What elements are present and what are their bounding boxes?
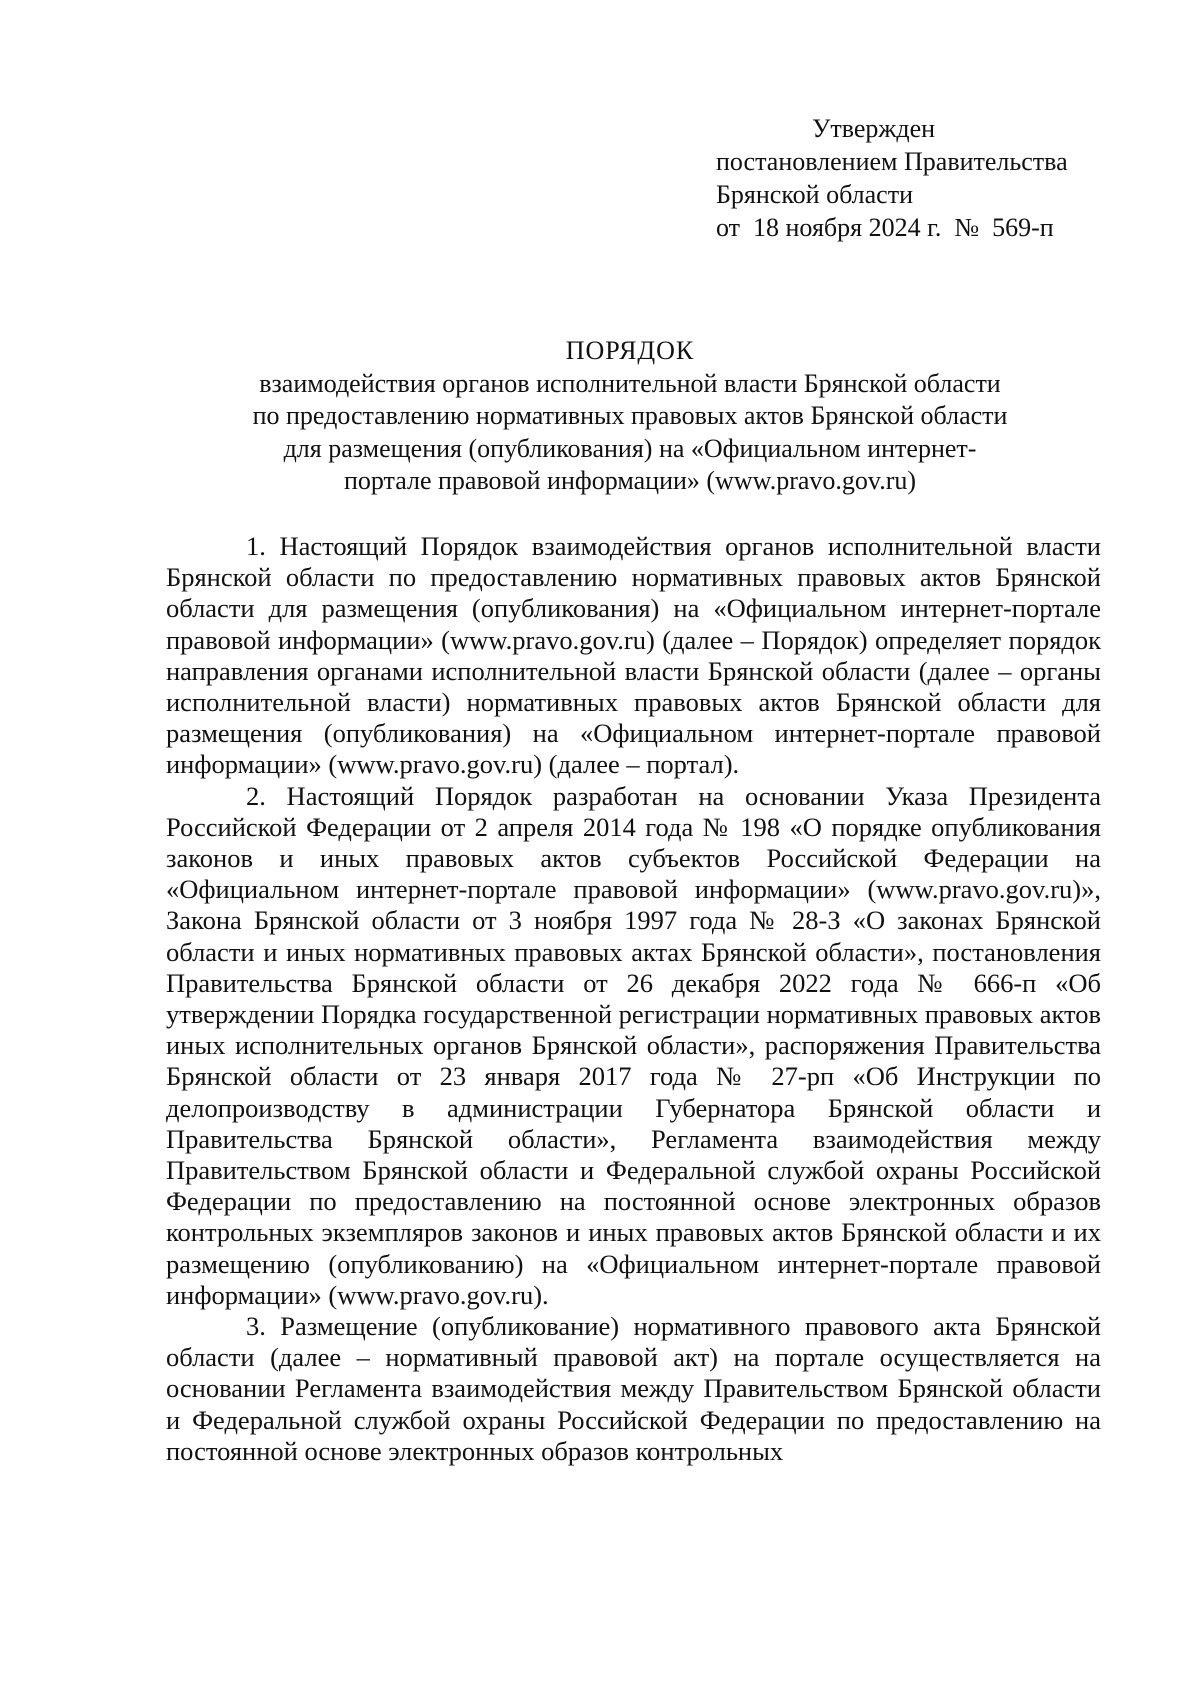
paragraph-3: 3. Размещение (опубликование) нормативного правового акта Брянской области (далее – нормативный правовой акт) на портале осуществляется на основании Регламента взаимодействия между Правительством Брянской области и Федеральной службой охраны Российской Федерации по предоставлению на постоянной основе электронных образов контрольных — [166, 1311, 1101, 1466]
document-body — [166, 531, 1101, 1467]
approval-line-resolution: постановлением Правительства — [716, 147, 1068, 176]
paragraph-2: 2. Настоящий Порядок разработан на основании Указа Президента Российской Федерации от 2 апреля 2014 года № 198 «О порядке опубликования законов и иных правовых актов субъектов Российской Федерации на «Официальном интернет-портале правовой информации» (www.pravo.gov.ru)», Закона Брянской области от 3 ноября 1997 года № 28-З «О законах Брянской области и иных нормативных правовых актах Брянской области», постановления Правительства Брянской области от 26 декабря 2022 года № 666-п «Об утверждении Порядка государственной регистрации нормативных правовых актов иных исполнительных органов Брянской области», распоряжения Правительства Брянской области от 23 января 2017 года № 27-рп «Об Инструкции по делопроизводству в администрации Губернатора Брянской области и Правительства Брянской области», Регламента взаимодействия между Правительством Брянской области и Федеральной службой охраны Российской Федерации по предоставлению на постоянной основе электронных образов контрольных экземпляров законов и иных правовых актов Брянской области и их размещению (опубликованию) на «Официальном интернет-портале правовой информации» (www.pravo.gov.ru). — [166, 780, 1101, 1310]
title-line-2: по предоставлению нормативных правовых актов Брянской области — [252, 401, 1008, 430]
approval-line-approved: Утвержден — [812, 114, 936, 143]
title-heading: ПОРЯДОК — [565, 336, 695, 365]
approval-line-date-number: от 18 ноября 2024 г. № 569-п — [716, 213, 1054, 242]
paragraph-1: 1. Настоящий Порядок взаимодействия органов исполнительной власти Брянской области по предоставлению нормативных правовых актов Брянской области для размещения (опубликования) на «Официальном интернет-портале правовой информации» (www.pravo.gov.ru) (далее – Порядок) определяет порядок направления органами исполнительной власти Брянской области (далее – органы исполнительной власти) нормативных правовых актов Брянской области для размещения (опубликования) на «Официальном интернет-портале правовой информации» (www.pravo.gov.ru) (далее – портал). — [166, 531, 1101, 780]
title-line-4: портале правовой информации» (www.pravo.gov.ru) — [343, 466, 917, 495]
title-line-3: для размещения (опубликования) на «Официальном интернет- — [283, 433, 977, 463]
document-title — [150, 335, 1110, 498]
approval-stamp — [716, 112, 1156, 244]
title-line-1: взаимодействия органов исполнительной власти Брянской области — [259, 368, 1001, 398]
approval-line-region: Брянской области — [716, 180, 913, 209]
